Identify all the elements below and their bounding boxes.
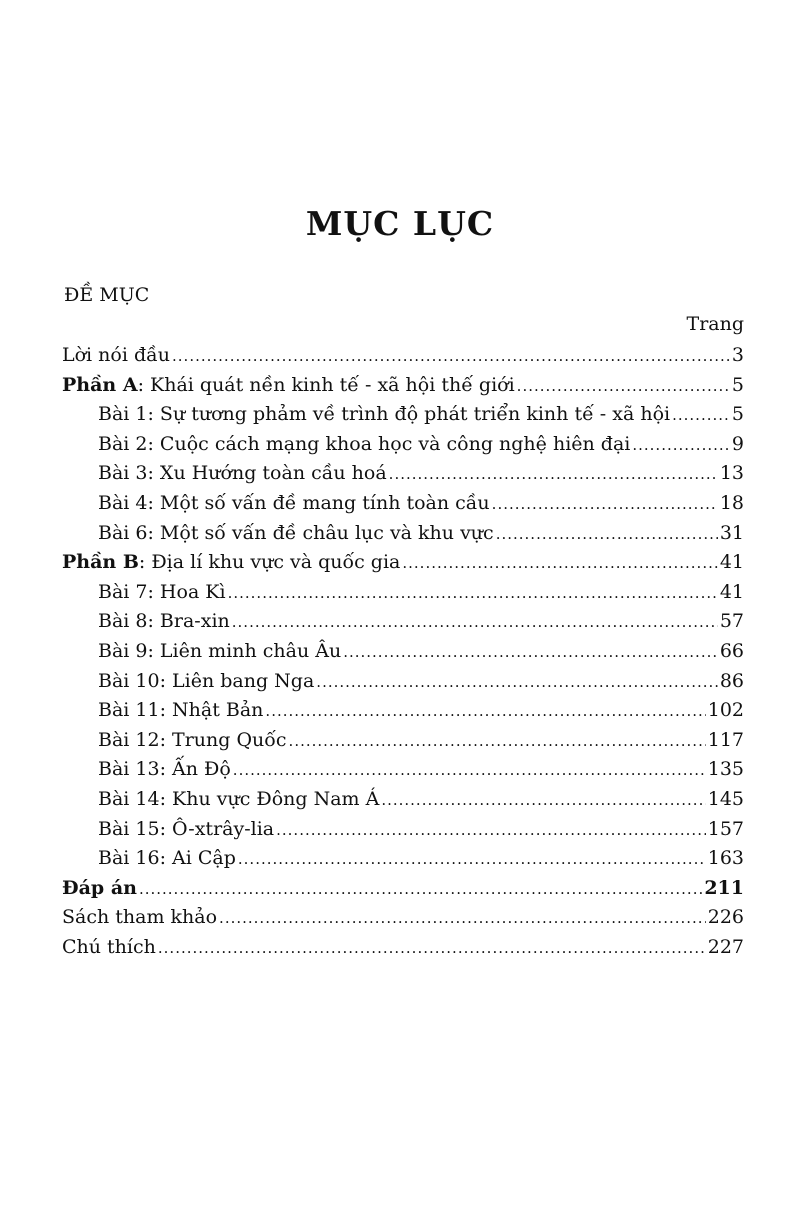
dot-leader (316, 667, 718, 697)
toc-row[interactable] (62, 667, 744, 697)
toc-page-number: 145 (707, 787, 744, 810)
toc-page-number: 41 (719, 551, 744, 574)
dot-leader (158, 933, 706, 963)
page-title: MỤC LỤC (305, 204, 495, 243)
toc-page-number: 41 (719, 580, 744, 603)
toc-row[interactable] (62, 459, 744, 489)
toc-page-number: 9 (731, 432, 744, 455)
toc-page-number: 102 (707, 699, 744, 722)
toc-entry-label: Bài 16: Ai Cập (98, 847, 236, 870)
toc-row[interactable] (62, 785, 744, 815)
dot-leader (381, 785, 705, 815)
toc-page-number: 3 (731, 344, 744, 366)
toc-page-number: 66 (719, 639, 744, 662)
part-prefix: Phần B (62, 551, 139, 574)
dot-leader (228, 578, 718, 608)
toc-entry-label: Bài 13: Ấn Độ (98, 758, 231, 781)
toc-row[interactable] (62, 815, 744, 845)
toc-page-number: 163 (707, 847, 744, 870)
toc-row[interactable] (62, 371, 744, 401)
toc-page-number: 117 (707, 728, 744, 751)
toc-entry-label: Bài 3: Xu Hướng toàn cầu hoá (98, 462, 387, 485)
toc-row[interactable] (62, 341, 744, 371)
toc-entry-label: Sách tham khảo (62, 906, 218, 929)
toc-entry-label: Bài 9: Liên minh châu Âu (98, 639, 342, 662)
dot-leader (219, 903, 706, 933)
toc-page-number: 13 (719, 462, 744, 485)
toc-page-number: 135 (707, 758, 744, 781)
toc-row[interactable] (62, 637, 744, 667)
toc-entry-label: Bài 4: Một số vấn đề mang tính toàn cầu (98, 491, 490, 514)
toc-row[interactable] (62, 874, 744, 904)
dot-leader (232, 607, 718, 637)
toc-row[interactable] (62, 726, 744, 756)
toc-entry-label: Bài 10: Liên bang Nga (98, 669, 315, 692)
dot-leader (492, 489, 718, 519)
table-of-contents (62, 341, 744, 962)
toc-row[interactable] (62, 578, 744, 608)
dot-leader (233, 755, 706, 785)
dot-leader (276, 815, 706, 845)
toc-entry-label: Bài 11: Nhật Bản (98, 699, 264, 722)
toc-entry-label: Bài 2: Cuộc cách mạng khoa học và công nghệ hiên đại (98, 432, 631, 455)
toc-row[interactable] (62, 696, 744, 726)
toc-entry-label: Bài 15: Ô-xtrây-lia (98, 817, 275, 840)
toc-entry-label: Bài 7: Hoa Kì (98, 580, 226, 603)
toc-row[interactable] (62, 933, 744, 963)
dot-leader (632, 430, 730, 460)
toc-entry-label: Bài 8: Bra-xin (98, 610, 230, 633)
toc-entry-label: Lời nói đầu (62, 344, 171, 366)
toc-page-number: 18 (719, 491, 744, 514)
toc-page-number: 211 (704, 876, 744, 899)
toc-page-number: 86 (719, 669, 744, 692)
toc-page-number: 226 (707, 906, 744, 929)
toc-row[interactable] (62, 400, 744, 430)
toc-page-number: 5 (731, 403, 744, 426)
dot-leader (517, 371, 730, 401)
dot-leader (289, 726, 706, 756)
toc-entry-label: Bài 6: Một số vấn đề châu lục và khu vực (98, 521, 494, 544)
page-column-label: Trang (686, 313, 744, 335)
toc-page-number: 227 (707, 935, 744, 958)
toc-page-number: 57 (719, 610, 744, 633)
toc-entry-label: : Địa lí khu vực và quốc gia (138, 551, 401, 574)
dot-leader (672, 400, 730, 430)
dot-leader (172, 341, 730, 371)
toc-entry-label: Bài 12: Trung Quốc (98, 728, 287, 751)
dot-leader (343, 637, 718, 667)
toc-row[interactable] (62, 903, 744, 933)
dot-leader (496, 519, 718, 549)
toc-row[interactable] (62, 607, 744, 637)
toc-page-number: 157 (707, 817, 744, 840)
dot-leader (389, 459, 718, 489)
toc-row[interactable] (62, 548, 744, 578)
toc-row[interactable] (62, 519, 744, 549)
toc-entry-label: Đáp án (62, 876, 137, 899)
part-prefix: Phần A (62, 373, 138, 396)
dot-leader (139, 874, 702, 904)
toc-entry-label: : Khái quát nền kinh tế - xã hội thế giới (137, 373, 515, 396)
toc-row[interactable] (62, 755, 744, 785)
toc-page-number: 31 (719, 521, 744, 544)
toc-row[interactable] (62, 430, 744, 460)
toc-entry-label: Bài 1: Sự tương phảm về trình độ phát triển kinh tế - xã hội (98, 403, 671, 426)
toc-entry-label: Bài 14: Khu vực Đông Nam Á (98, 787, 380, 810)
section-heading: ĐỀ MỤC (64, 284, 150, 306)
dot-leader (265, 696, 705, 726)
toc-entry-label: Chú thích (62, 935, 156, 958)
dot-leader (238, 844, 706, 874)
toc-row[interactable] (62, 844, 744, 874)
toc-page-number: 5 (731, 373, 744, 396)
toc-row[interactable] (62, 489, 744, 519)
dot-leader (402, 548, 717, 578)
